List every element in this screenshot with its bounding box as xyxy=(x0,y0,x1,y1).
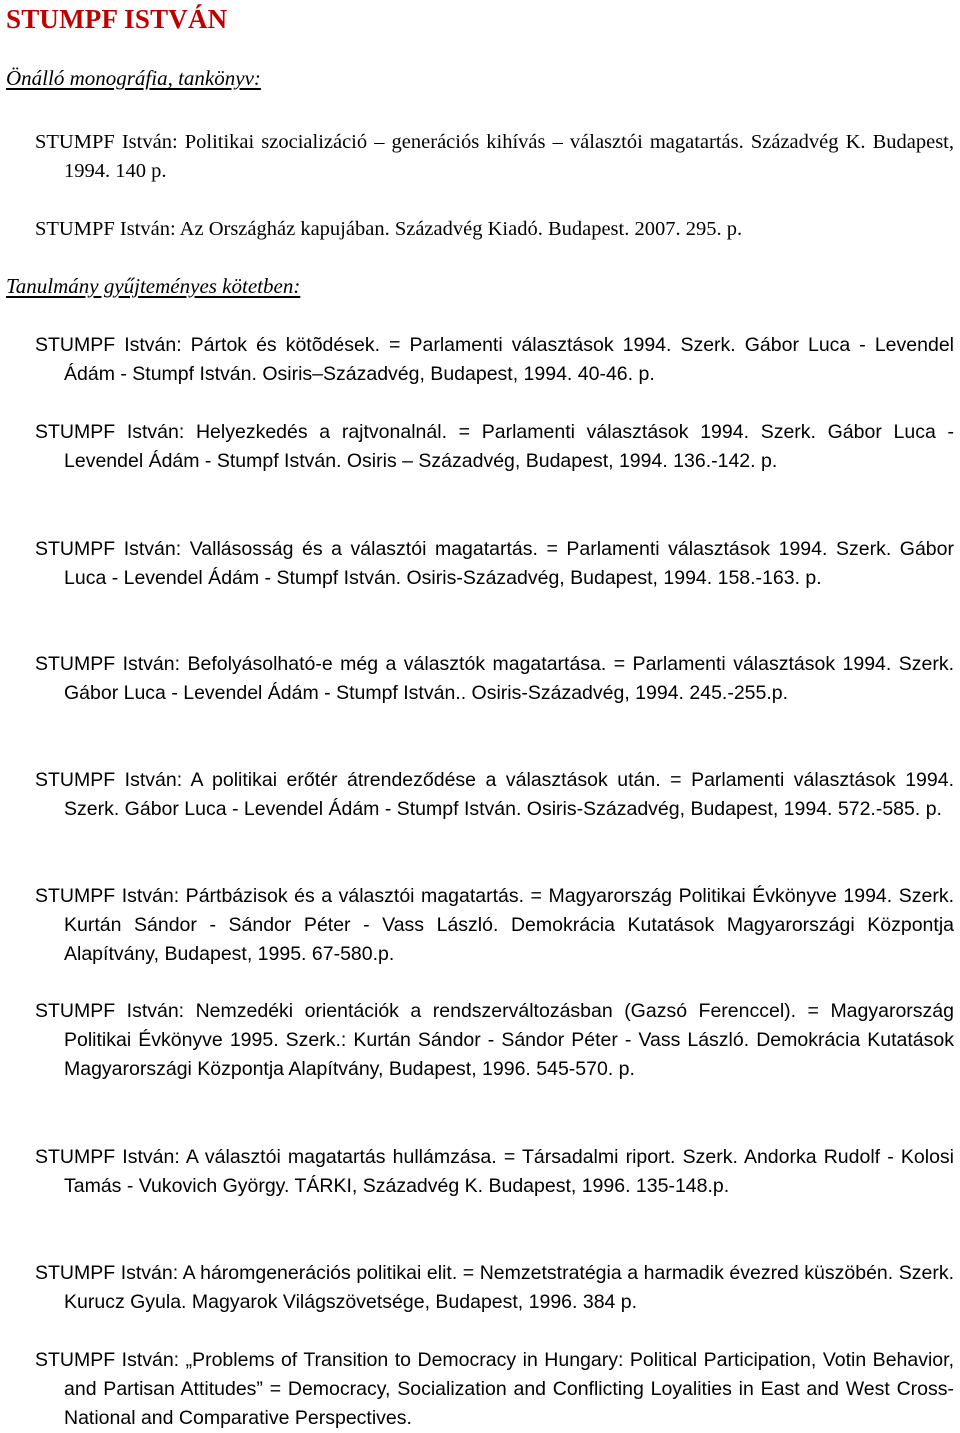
bibliography-entry: STUMPF István: A választói magatartás hullámzása. = Társadalmi riport. Szerk. Andorka Rudolf - Kolosi Tamás - Vukovich György. TÁRKI, Századvég K. Budapest, 1996. 135-148.p. xyxy=(35,1146,954,1197)
section-heading-monographs: Önálló monográfia, tankönyv: xyxy=(6,66,261,90)
bibliography-entry: STUMPF István: „Problems of Transition to Democracy in Hungary: Political Participation, Votin Behavior, and Partisan Attitudes” = Democracy, Socialization and Conflicting Loyalities in East and West Cross-National and Comparative Perspectives. xyxy=(35,1349,954,1429)
page-title: STUMPF ISTVÁN xyxy=(6,4,228,34)
bibliography-entry: STUMPF István: Pártok és kötõdések. = Parlamenti választások 1994. Szerk. Gábor Luca - Levendel Ádám - Stumpf István. Osiris–Századvég, Budapest, 1994. 40-46. p. xyxy=(35,334,954,385)
bibliography-entry: STUMPF István: Helyezkedés a rajtvonalnál. = Parlamenti választások 1994. Szerk. Gábor Luca - Levendel Ádám - Stumpf István. Osiris – Századvég, Budapest, 1994. 136.-142. p. xyxy=(35,421,954,472)
bibliography-entry: STUMPF István: Az Országház kapujában. Századvég Kiadó. Budapest. 2007. 295. p. xyxy=(35,218,743,240)
bibliography-entry: STUMPF István: Befolyásolható-e még a választók magatartása. = Parlamenti választások 1994. Szerk. Gábor Luca - Levendel Ádám - Stumpf István.. Osiris-Századvég, 1994. 245.-255.p. xyxy=(35,653,954,704)
bibliography-entry: STUMPF István: A háromgenerációs politikai elit. = Nemzetstratégia a harmadik évezred küszöbén. Szerk. Kurucz Gyula. Magyarok Világszövetsége, Budapest, 1996. 384 p. xyxy=(35,1262,954,1313)
bibliography-entry: STUMPF István: A politikai erőtér átrendeződése a választások után. = Parlamenti választások 1994. Szerk. Gábor Luca - Levendel Ádám - Stumpf István. Osiris-Századvég, Budapest, 1994. 572.-585. p. xyxy=(35,769,954,820)
bibliography-entry: STUMPF István: Pártbázisok és a választói magatartás. = Magyarország Politikai Évkönyve 1994. Szerk. Kurtán Sándor - Sándor Péter - Vass László. Demokrácia Kutatások Magyarországi Központja Alapítvány, Budapest, 1995. 67-580.p. xyxy=(35,885,954,965)
bibliography-entry: STUMPF István: Politikai szocializáció – generációs kihívás – választói magatartás. Századvég K. Budapest, 1994. 140 p. xyxy=(35,131,954,182)
bibliography-entry: STUMPF István: Vallásosság és a választói magatartás. = Parlamenti választások 1994. Szerk. Gábor Luca - Levendel Ádám - Stumpf István. Osiris-Századvég, Budapest, 1994. 158.-163. p. xyxy=(35,538,954,589)
bibliography-entry: STUMPF István: Nemzedéki orientációk a rendszerváltozásban (Gazsó Ferenccel). = Magyarország Politikai Évkönyve 1995. Szerk.: Kurtán Sándor - Sándor Péter - Vass László. Demokrácia Kutatások Magyarországi Központja Alapítvány, Budapest, 1996. 545-570. p. xyxy=(35,1000,954,1080)
section-heading-collected-studies: Tanulmány gyűjteményes kötetben: xyxy=(6,274,301,298)
